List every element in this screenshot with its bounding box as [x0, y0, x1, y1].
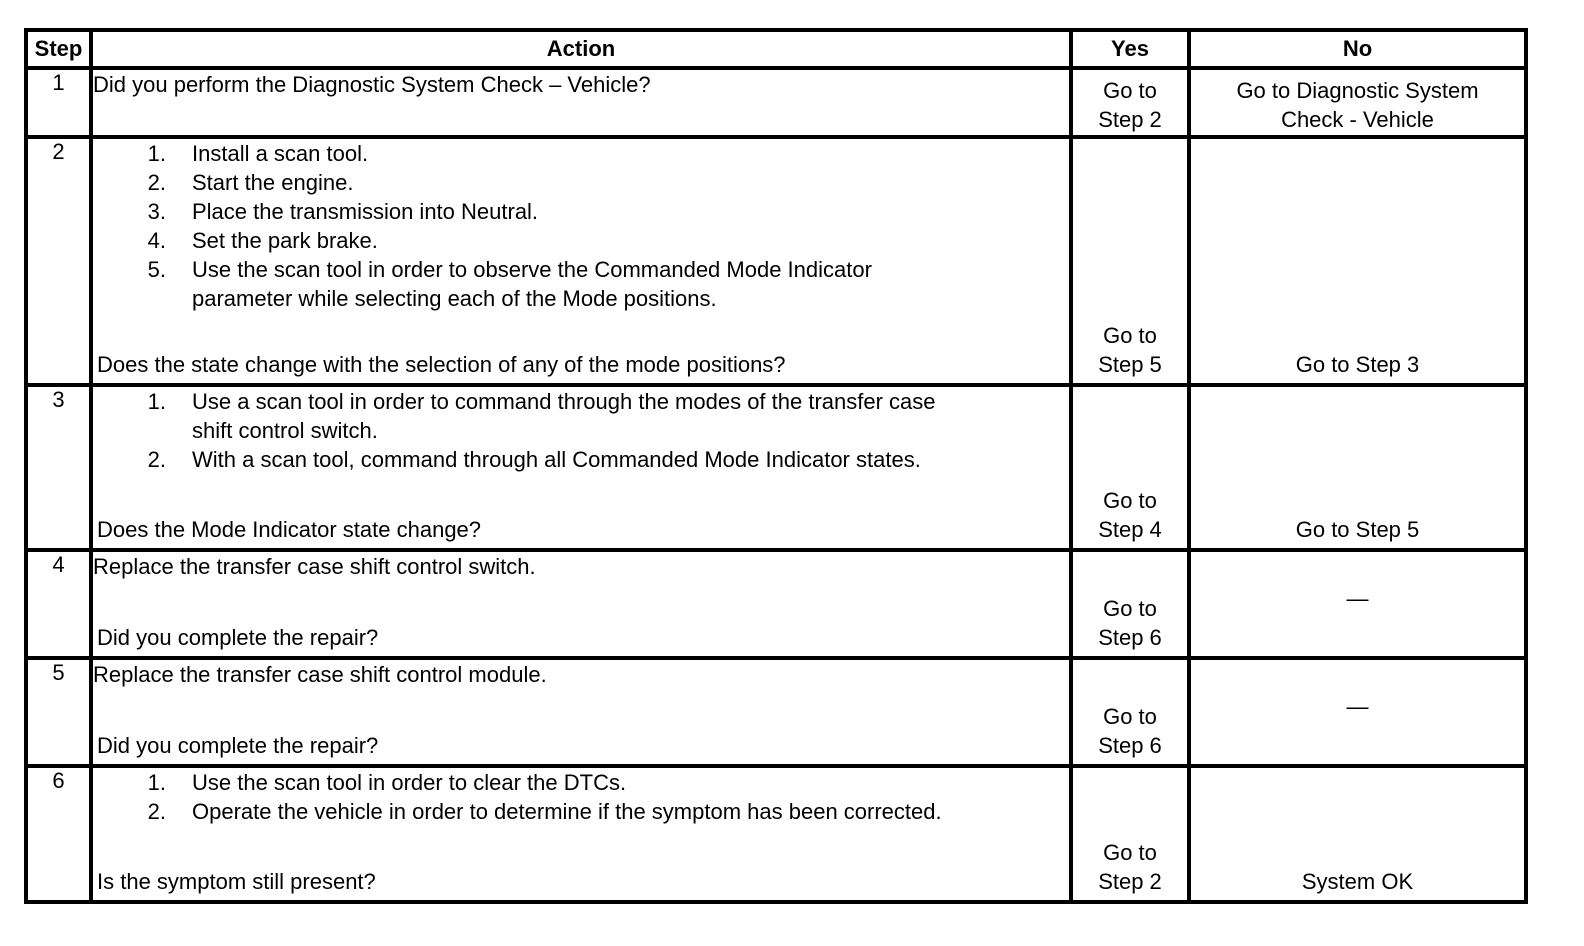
yes-cell — [1071, 385, 1189, 550]
no-cell — [1189, 550, 1526, 658]
header-yes: Yes — [1071, 30, 1189, 68]
question-text: Does the state change with the selection of any of the mode positions? — [97, 352, 786, 377]
yes-cell — [1071, 550, 1189, 658]
action-cell — [91, 68, 1071, 137]
table-row — [26, 137, 1526, 385]
no-cell — [1189, 766, 1526, 902]
step-number: 1 — [26, 68, 91, 137]
table-row — [26, 68, 1526, 137]
step-number: 2 — [26, 137, 91, 385]
table-row — [26, 658, 1526, 766]
table-row — [26, 766, 1526, 902]
question-text: Does the Mode Indicator state change? — [97, 517, 482, 542]
list-item: 1. Install a scan tool. — [147, 141, 369, 166]
action-cell — [91, 550, 1071, 658]
no-line: — — [1346, 693, 1369, 719]
no-line: Go to Step 3 — [1295, 352, 1420, 377]
action-cell — [91, 385, 1071, 550]
instruction-list — [93, 139, 1069, 313]
yes-line: Go to — [1103, 840, 1157, 865]
list-item: 3. Place the transmission into Neutral. — [147, 199, 539, 224]
step-number: 3 — [26, 385, 91, 550]
diagnostic-table — [24, 28, 1528, 904]
list-item: 1. Use a scan tool in order to command through the modes of the transfer case shift control switch. — [147, 389, 936, 443]
yes-line: Step 2 — [1098, 869, 1162, 894]
no-cell — [1189, 658, 1526, 766]
action-text: Did you perform the Diagnostic System Check – Vehicle? — [93, 72, 651, 97]
instruction-list — [93, 387, 1069, 474]
list-item: 2. With a scan tool, command through all Commanded Mode Indicator states. — [147, 447, 921, 472]
no-cell — [1189, 385, 1526, 550]
action-cell — [91, 766, 1071, 902]
yes-line: Step 6 — [1098, 625, 1162, 650]
yes-line: Go to — [1103, 78, 1157, 103]
list-item: 4. Set the park brake. — [147, 228, 378, 253]
action-text: Replace the transfer case shift control module. — [93, 662, 547, 687]
no-cell — [1189, 137, 1526, 385]
list-item: 1. Use the scan tool in order to clear the DTCs. — [147, 770, 627, 795]
no-line: — — [1346, 585, 1369, 611]
no-line: Check - Vehicle — [1281, 107, 1434, 132]
yes-line: Step 6 — [1098, 733, 1162, 758]
no-line: System OK — [1301, 869, 1414, 894]
no-cell — [1189, 68, 1526, 137]
instruction-list — [93, 768, 1069, 826]
yes-cell — [1071, 137, 1189, 385]
list-item: 5. Use the scan tool in order to observe the Commanded Mode Indicator parameter while selecting each of the Mode positions. — [147, 257, 872, 311]
yes-line: Step 4 — [1098, 517, 1162, 542]
header-action: Action — [91, 30, 1071, 68]
step-number: 6 — [26, 766, 91, 902]
yes-line: Go to — [1103, 488, 1157, 513]
yes-cell — [1071, 766, 1189, 902]
yes-line: Step 5 — [1098, 352, 1162, 377]
step-number: 4 — [26, 550, 91, 658]
yes-line: Go to — [1103, 596, 1157, 621]
yes-cell — [1071, 658, 1189, 766]
list-item: 2. Operate the vehicle in order to determine if the symptom has been corrected. — [147, 799, 942, 824]
header-no: No — [1189, 30, 1526, 68]
yes-cell — [1071, 68, 1189, 137]
question-text: Did you complete the repair? — [97, 733, 379, 758]
yes-line: Step 2 — [1098, 107, 1162, 132]
action-cell — [91, 137, 1071, 385]
step-number: 5 — [26, 658, 91, 766]
yes-line: Go to — [1103, 323, 1157, 348]
list-item: 2. Start the engine. — [147, 170, 354, 195]
no-line: Go to Diagnostic System — [1236, 78, 1479, 103]
header-step: Step — [26, 30, 91, 68]
no-line: Go to Step 5 — [1295, 517, 1420, 542]
table-row — [26, 550, 1526, 658]
yes-line: Go to — [1103, 704, 1157, 729]
table-row — [26, 385, 1526, 550]
action-cell — [91, 658, 1071, 766]
action-text: Replace the transfer case shift control switch. — [93, 554, 536, 579]
header-row — [26, 30, 1526, 68]
question-text: Is the symptom still present? — [97, 869, 376, 894]
question-text: Did you complete the repair? — [97, 625, 379, 650]
